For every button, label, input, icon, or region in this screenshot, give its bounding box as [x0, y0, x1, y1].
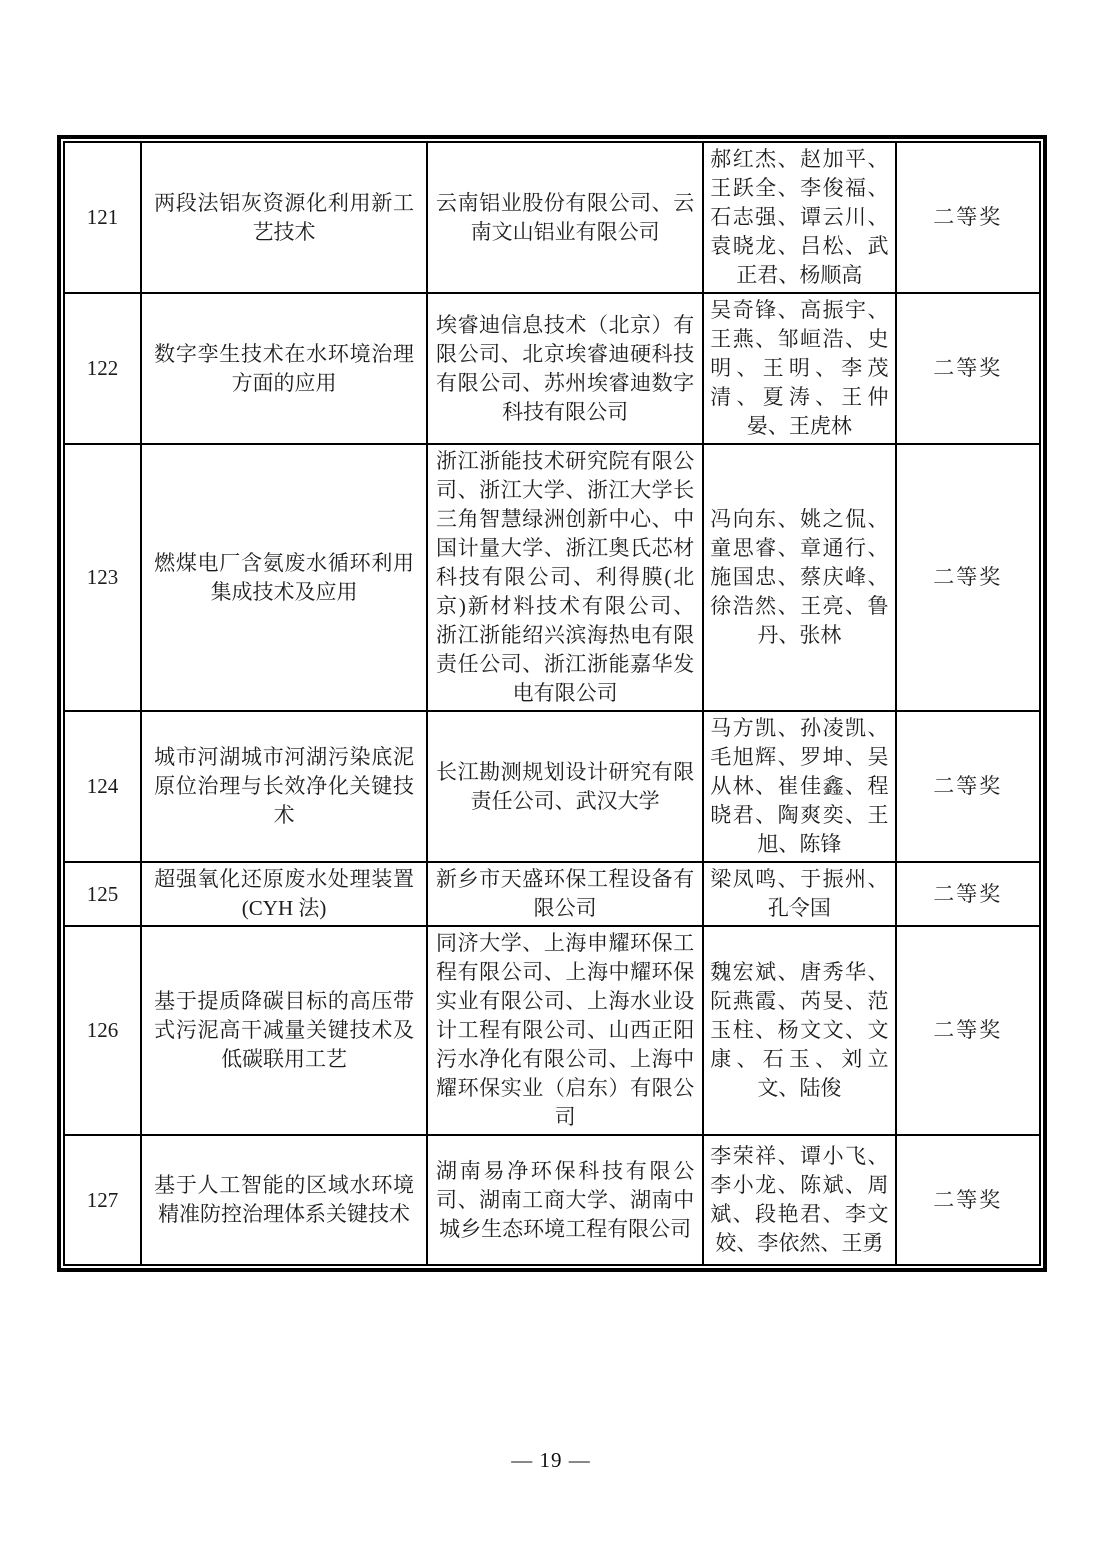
award-level-cell: 二等奖 [896, 1135, 1040, 1265]
row-number-cell: 125 [64, 862, 141, 926]
organizations-cell: 埃睿迪信息技术（北京）有限公司、北京埃睿迪硬科技有限公司、苏州埃睿迪数字科技有限公司 [427, 293, 703, 444]
row-number-cell: 127 [64, 1135, 141, 1265]
table-row [64, 926, 1040, 1135]
organizations-cell: 湖南易净环保科技有限公司、湖南工商大学、湖南中城乡生态环境工程有限公司 [427, 1135, 703, 1265]
organizations-cell: 同济大学、上海申耀环保工程有限公司、上海中耀环保实业有限公司、上海水业设计工程有限公司、山西正阳污水净化有限公司、上海中耀环保实业（启东）有限公司 [427, 926, 703, 1135]
organizations-cell: 新乡市天盛环保工程设备有限公司 [427, 862, 703, 926]
award-level-cell: 二等奖 [896, 142, 1040, 293]
page-number: — 19 — [511, 1448, 591, 1472]
row-number-cell: 124 [64, 711, 141, 862]
table-row [64, 862, 1040, 926]
awardees-cell: 冯向东、姚之侃、童思睿、章通行、施国忠、蔡庆峰、徐浩然、王亮、鲁丹、张林 [703, 444, 895, 711]
awardees-cell: 吴奇锋、高振宇、王燕、邹峘浩、史明、王明、李茂清、夏涛、王仲晏、王虎林 [703, 293, 895, 444]
awardees-cell: 魏宏斌、唐秀华、阮燕霞、芮旻、范玉柱、杨文文、文康、石玉、刘立文、陆俊 [703, 926, 895, 1135]
award-level-cell: 二等奖 [896, 444, 1040, 711]
award-level-cell: 二等奖 [896, 862, 1040, 926]
awardees-cell: 李荣祥、谭小飞、李小龙、陈斌、周斌、段艳君、李文姣、李依然、王勇 [703, 1135, 895, 1265]
project-title-cell: 燃煤电厂含氨废水循环利用集成技术及应用 [141, 444, 427, 711]
project-title-cell: 两段法铝灰资源化利用新工艺技术 [141, 142, 427, 293]
table-row [64, 293, 1040, 444]
project-title-cell: 城市河湖城市河湖污染底泥原位治理与长效净化关键技术 [141, 711, 427, 862]
award-level-cell: 二等奖 [896, 926, 1040, 1135]
organizations-cell: 长江勘测规划设计研究有限责任公司、武汉大学 [427, 711, 703, 862]
table-row [64, 444, 1040, 711]
table-row [64, 142, 1040, 293]
project-title-cell: 超强氧化还原废水处理装置(CYH 法) [141, 862, 427, 926]
organizations-cell: 浙江浙能技术研究院有限公司、浙江大学、浙江大学长三角智慧绿洲创新中心、中国计量大学、浙江奥氏芯材科技有限公司、利得膜(北京)新材料技术有限公司、浙江浙能绍兴滨海热电有限责任公司、浙江浙能嘉华发电有限公司 [427, 444, 703, 711]
awards-table-frame [57, 135, 1047, 1272]
row-number-cell: 126 [64, 926, 141, 1135]
project-title-cell: 数字孪生技术在水环境治理方面的应用 [141, 293, 427, 444]
award-level-cell: 二等奖 [896, 711, 1040, 862]
awards-table [63, 141, 1041, 1266]
table-row [64, 1135, 1040, 1265]
table-row [64, 711, 1040, 862]
row-number-cell: 121 [64, 142, 141, 293]
row-number-cell: 122 [64, 293, 141, 444]
awardees-cell: 马方凯、孙凌凯、毛旭辉、罗坤、吴从林、崔佳鑫、程晓君、陶爽奕、王旭、陈锋 [703, 711, 895, 862]
organizations-cell: 云南铝业股份有限公司、云南文山铝业有限公司 [427, 142, 703, 293]
award-level-cell: 二等奖 [896, 293, 1040, 444]
project-title-cell: 基于人工智能的区域水环境精准防控治理体系关键技术 [141, 1135, 427, 1265]
awardees-cell: 郝红杰、赵加平、王跃全、李俊福、石志强、谭云川、袁晓龙、吕松、武正君、杨顺高 [703, 142, 895, 293]
awardees-cell: 梁凤鸣、于振州、孔令国 [703, 862, 895, 926]
row-number-cell: 123 [64, 444, 141, 711]
project-title-cell: 基于提质降碳目标的高压带式污泥高干减量关键技术及低碳联用工艺 [141, 926, 427, 1135]
